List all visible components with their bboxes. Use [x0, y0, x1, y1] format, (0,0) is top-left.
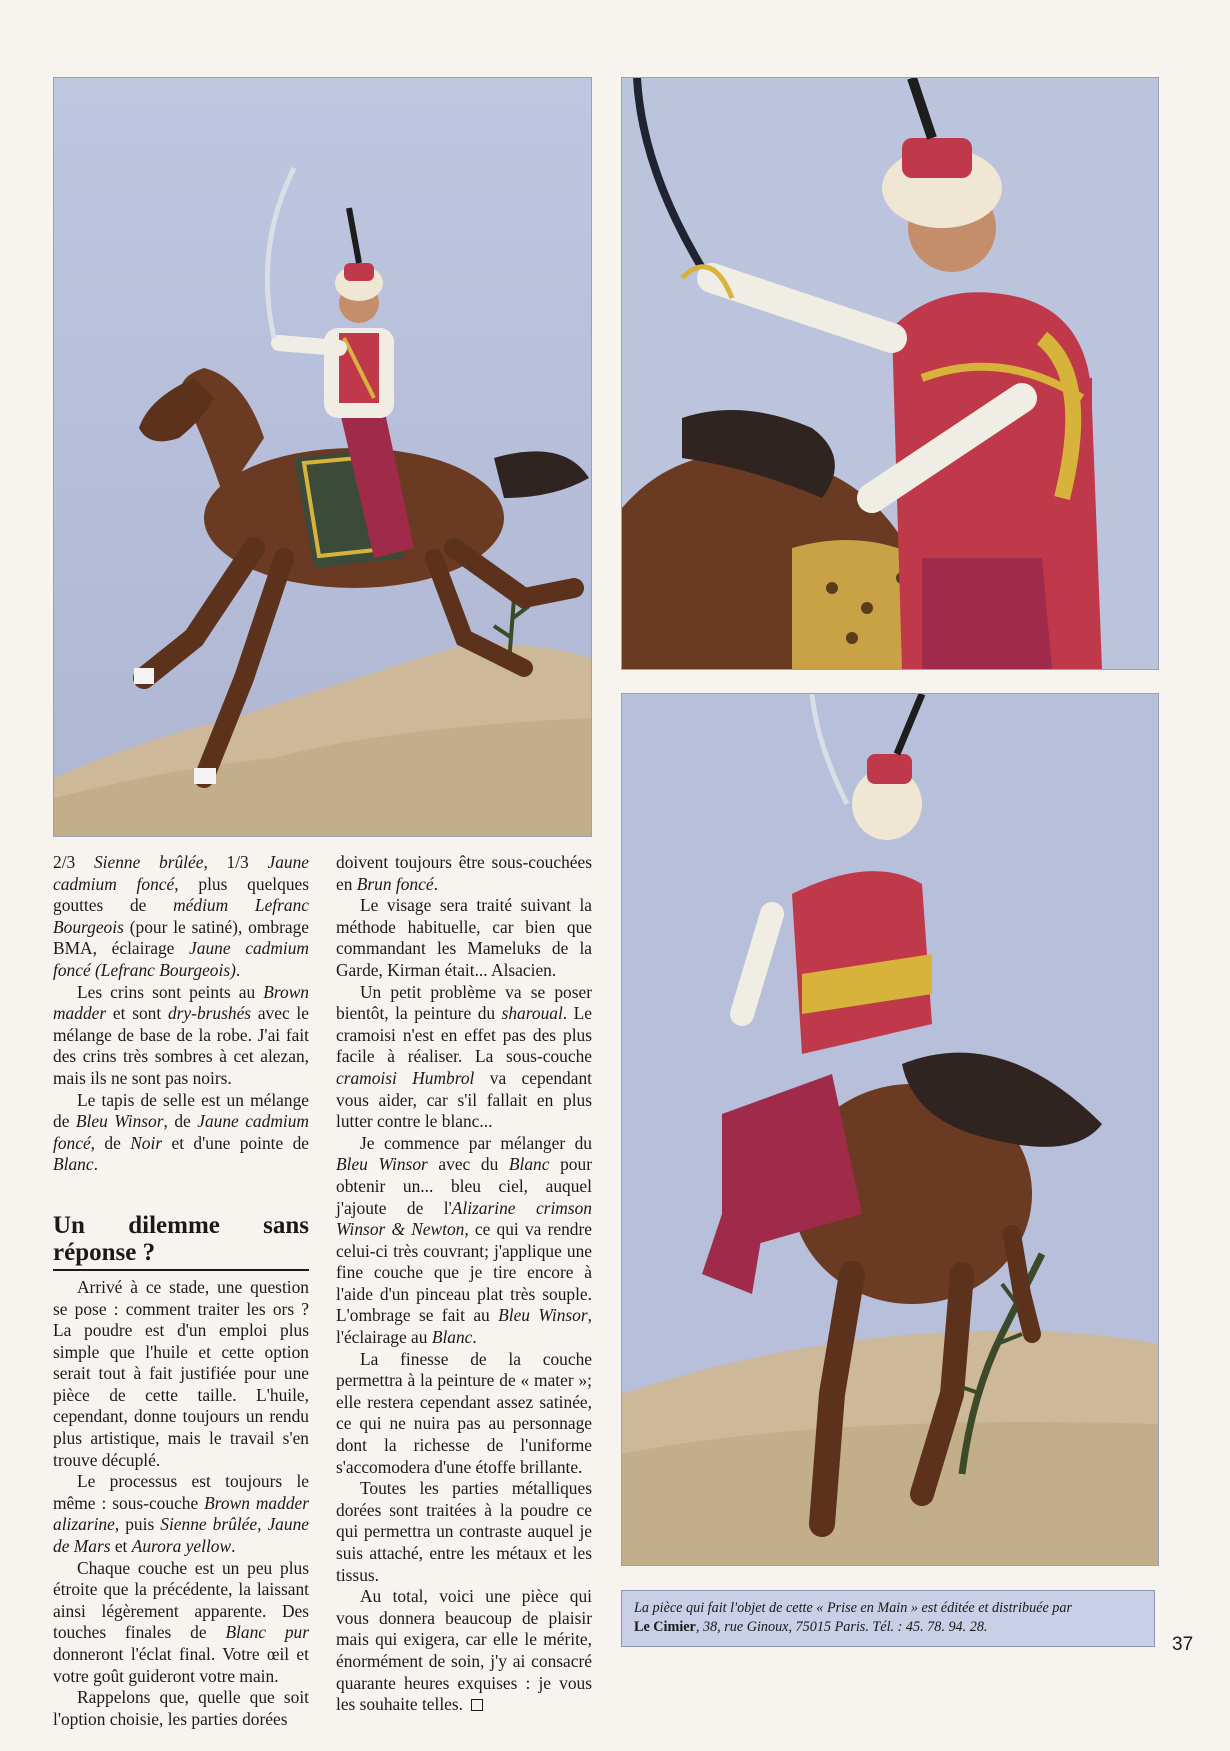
italic-term: Sienne brûlée, Jaune de Mars — [53, 1514, 309, 1557]
photo-mameluk-rear-view — [621, 693, 1159, 1566]
text-run: Les crins sont peints au — [77, 981, 264, 1002]
paragraph — [336, 852, 592, 895]
text-run: Le processus est toujours le même : sous-couche — [53, 1471, 309, 1513]
page-number: 37 — [1172, 1634, 1194, 1655]
text-run: , de — [90, 1132, 131, 1153]
photo-mameluk-closeup — [621, 77, 1159, 670]
text-run: et — [110, 1536, 132, 1557]
text-run: et sont — [106, 1003, 168, 1024]
text-run: , 1/3 — [203, 852, 268, 872]
text-run: pour obtenir un... bleu ciel, auquel j'ajoute de l' — [336, 1154, 592, 1218]
italic-term: Bleu Winsor — [336, 1154, 428, 1175]
text-run: , l'éclairage au — [336, 1305, 592, 1348]
paragraph — [336, 1133, 592, 1349]
text-run: . — [472, 1327, 477, 1348]
text-run: , de — [163, 1111, 198, 1132]
paragraph — [53, 1277, 309, 1471]
text-run: avec le mélange de base de la robe. J'ai fait des crins très sombres à cet alezan, mais ils ne sont pas noirs. — [53, 1003, 309, 1088]
mameluk-closeup-image — [622, 78, 1158, 669]
paragraph — [53, 1687, 309, 1730]
text-run: , plus quelques gouttes de — [53, 873, 310, 916]
text-run: Le tapis de selle est un mélange de — [53, 1089, 309, 1132]
italic-term: Alizarine crimson Winsor & Newton — [336, 1197, 593, 1240]
text-column-left — [53, 852, 309, 1730]
text-run: La finesse de la couche permettra à la peinture de « mater »; elle restera cependant assez satinée, ce qui ne nuira pas au personnage dont la richesse de l'uniforme s'accomodera d'une étoffe brillante. — [336, 1348, 592, 1477]
italic-term: Bleu Winsor — [75, 1111, 164, 1132]
paragraph — [336, 1586, 592, 1716]
italic-term: médium Lefranc Bourgeois — [53, 895, 309, 937]
paragraph — [53, 1471, 309, 1557]
credit-address: , 38, rue Ginoux, 75015 Paris. Tél. : 45. 78. 94. 28. — [695, 1619, 988, 1635]
text-run: Toutes les parties métalliques dorées sont traitées à la poudre ce qui permettra un contraste auquel je suis attaché, entre les métaux et les tissus. — [336, 1478, 592, 1585]
mameluk-side-view-image — [54, 78, 591, 836]
italic-term: Blanc — [431, 1327, 473, 1348]
text-run: doivent toujours être sous-couchées en — [336, 852, 592, 894]
text-run: 2/3 — [53, 852, 94, 872]
paragraph — [53, 1090, 309, 1176]
credit-publisher: Le Cimier — [634, 1619, 696, 1635]
paragraph — [53, 852, 309, 982]
text-run: (pour le satiné), ombrage BMA, éclairage — [53, 916, 309, 959]
end-of-article-mark — [471, 1699, 483, 1711]
italic-term: Aurora yellow — [131, 1536, 232, 1557]
italic-term: Brun foncé — [356, 873, 434, 894]
italic-term: Blanc pur — [225, 1622, 310, 1643]
text-run: Au total, voici une pièce qui vous donnera beaucoup de plaisir mais qui exigera, car elle le mérite, énormément de soin, j'y ai consacré quarante heures exquises : je vous les souhaite telles. — [336, 1586, 592, 1715]
text-run: , ce qui va rendre celui-ci très couvrant; j'applique une fine couche que je tire encore à l'aide d'un pinceau plat très souple. L'ombrage se fait au — [336, 1219, 592, 1326]
text-run: va cependant vous aider, car s'il fallait en plus lutter contre le blanc... — [336, 1067, 592, 1132]
text-run: Chaque couche est un peu plus étroite que la précédente, la laissant ainsi légèrement apparente. Des touches finales de — [53, 1557, 309, 1643]
paragraph — [336, 1349, 592, 1479]
paragraph — [53, 1558, 309, 1688]
text-run: Un petit problème va se poser bientôt, la peinture du — [336, 981, 592, 1024]
mameluk-rear-view-image — [622, 694, 1158, 1565]
text-run: . Le cramoisi n'est en effet pas des plus facile à réaliser. La sous-couche — [336, 1003, 592, 1067]
italic-term: Sienne brûlée — [93, 852, 204, 872]
italic-term: Noir — [130, 1132, 163, 1153]
italic-term: dry-brushés — [167, 1003, 252, 1024]
text-run: Arrivé à ce stade, une question se pose : comment traiter les ors ? La poudre est d'un emploi plus simple que l'huile et cette option serait tout à fait justifiée pour une pièce de cette taille. L'huile, cependant, donne toujours un rendu plus artistique, mais le travail s'en trouve décuplé. — [53, 1276, 309, 1470]
paragraph — [336, 1478, 592, 1586]
text-column-right — [336, 852, 592, 1716]
text-run: donneront l'éclat final. Votre œil et votre goût guideront votre main. — [53, 1644, 309, 1686]
italic-term: Brown madder — [53, 981, 309, 1024]
photo-mameluk-side-view — [53, 77, 592, 837]
paragraph — [53, 982, 309, 1090]
paragraph — [336, 982, 592, 1133]
text-run: et d'une pointe de — [162, 1132, 309, 1153]
text-run: . — [433, 873, 438, 894]
italic-term: sharoual — [501, 1003, 563, 1024]
italic-term: Bleu Winsor — [498, 1305, 588, 1326]
italic-term: Blanc — [508, 1154, 550, 1175]
text-run: . — [231, 1536, 236, 1557]
italic-term: Brown madder alizarine — [53, 1492, 309, 1535]
italic-term: Jaune cadmium foncé (Lefranc Bourgeois) — [53, 938, 309, 980]
text-run: Je commence par mélanger du — [360, 1132, 592, 1153]
section-heading: Un dilemme sans réponse ? — [53, 1212, 309, 1271]
italic-term: Blanc — [53, 1154, 94, 1175]
credit-caption — [621, 1590, 1155, 1647]
text-run: Rappelons que, quelle que soit l'option choisie, les parties dorées — [53, 1687, 309, 1729]
italic-term: Jaune cadmium foncé — [53, 852, 310, 894]
text-run: Le visage sera traité suivant la méthode habituelle, car bien que commandant les Mameluks de la Garde, Kirman était... Alsacien. — [336, 895, 592, 980]
text-run: . — [235, 959, 241, 980]
text-run: , puis — [114, 1514, 161, 1535]
text-run: . — [93, 1154, 98, 1175]
italic-term: cramoisi Humbrol — [336, 1067, 475, 1088]
text-run: avec du — [427, 1154, 509, 1175]
credit-intro: La pièce qui fait l'objet de cette « Prise en Main » est éditée et distribuée par — [634, 1600, 1073, 1616]
italic-term: Jaune cadmium foncé — [53, 1111, 309, 1153]
paragraph — [336, 895, 592, 981]
